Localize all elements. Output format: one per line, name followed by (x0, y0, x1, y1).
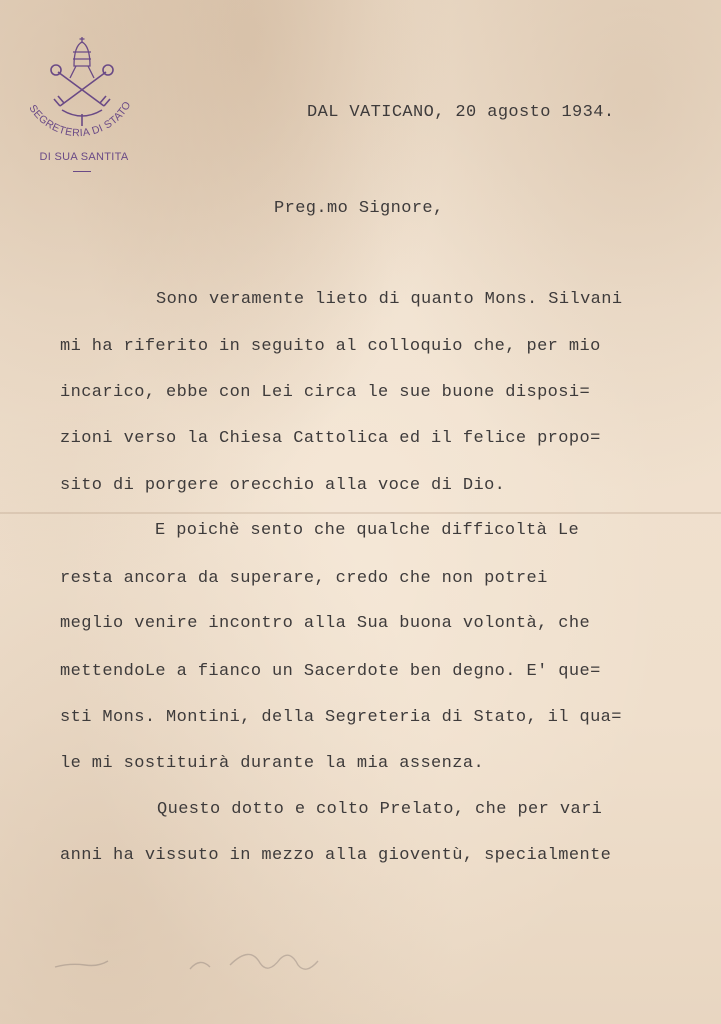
body-line: Sono veramente lieto di quanto Mons. Silvani (156, 290, 623, 309)
papal-tiara-icon (70, 37, 94, 78)
body-line: resta ancora da superare, credo che non potrei (60, 569, 548, 588)
paper-fold-line (0, 512, 721, 514)
body-line: meglio venire incontro alla Sua buona volontà, che (60, 614, 591, 633)
body-line: Questo dotto e colto Prelato, che per vari (157, 800, 603, 819)
salutation: Preg.mo Signore, (274, 199, 444, 218)
body-line: incarico, ebbe con Lei circa le sue buone disposi= (60, 383, 591, 402)
body-line: le mi sostituirà durante la mia assenza. (60, 754, 485, 773)
svg-text:SEGRETERIA DI STATO (26, 99, 133, 139)
dateline: DAL VATICANO, 20 agosto 1934. (307, 103, 615, 122)
body-line: sti Mons. Montini, della Segreteria di Stato, il qua= (60, 708, 622, 727)
letterhead-divider (73, 171, 91, 172)
body-line: sito di porgere orecchio alla voce di Dio. (60, 476, 506, 495)
body-line: anni ha vissuto in mezzo alla gioventù, specialmente (60, 846, 612, 865)
body-line: mettendoLe a fianco un Sacerdote ben degno. E' que= (60, 662, 601, 681)
letterhead-emblem (18, 34, 148, 154)
crossed-keys-icon (51, 65, 113, 126)
body-line: mi ha riferito in seguito al colloquio che, per mio (60, 337, 601, 356)
body-line: E poichè sento che qualche difficoltà Le (155, 521, 580, 540)
body-line: zioni verso la Chiesa Cattolica ed il felice propo= (60, 429, 601, 448)
faint-signature-icon (50, 935, 330, 985)
letterhead (18, 34, 148, 174)
letterhead-holiness: DI SUA SANTITA (39, 151, 129, 163)
office-name-arc: SEGRETERIA DI STATO (26, 99, 134, 140)
